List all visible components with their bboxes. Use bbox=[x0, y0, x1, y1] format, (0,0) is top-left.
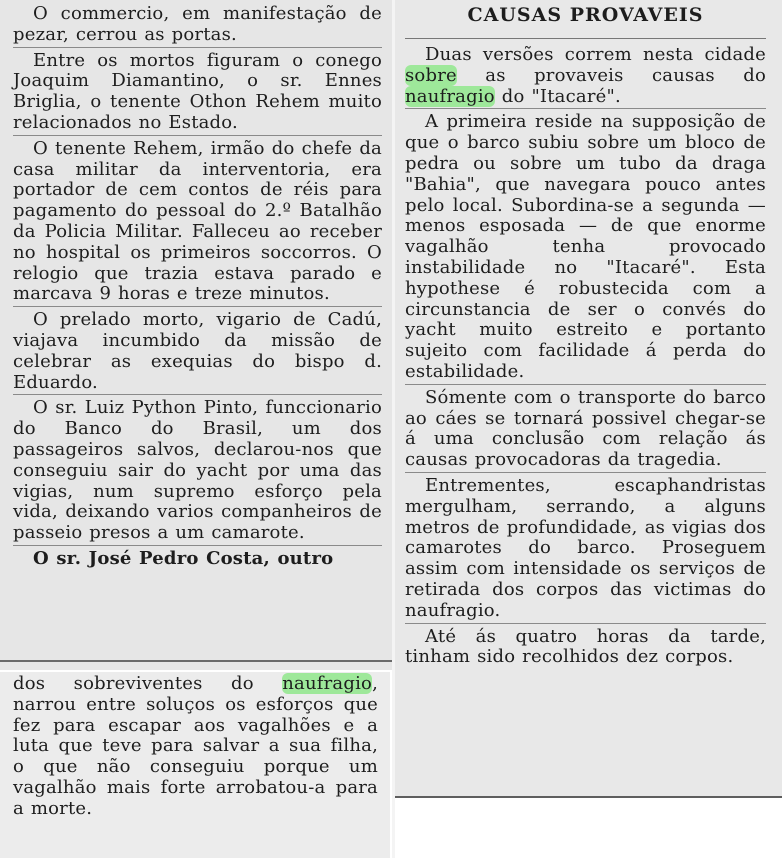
highlighted-search-term: naufragio bbox=[405, 85, 495, 107]
highlighted-search-term: naufragio bbox=[282, 673, 373, 694]
paragraph-bodies-recovered: Até ás quatro horas da tarde, tinham sido recolhidos dez corpos. bbox=[405, 625, 766, 668]
continued-text-after: , narrou entre soluços os esforços que fez para escapar aos vagalhões e a luta que teve para salvar a sua filha, o que não conseguiu porque um vagalhão mais forte arrobatou-a para a morte. bbox=[13, 673, 378, 819]
left-column-clipping bbox=[0, 0, 392, 670]
paragraph-first-hypothesis: A primeira reside na supposição de que o barco subiu sobre um bloco de pedra ou sobre um tubo da draga "Bahia", que navegara pouco antes pelo local. Subordina-se a segunda — menos esposada — de que enorme vagalhão tenha provocado instabilidade no "Itacaré". Esta hypothese é robustecida com a circunstancia de ser o convés do yacht muito estreito e portanto sujeito com facilidade á perda do estabilidade. bbox=[405, 111, 766, 382]
paragraph-divider bbox=[13, 306, 382, 307]
paragraph-divider bbox=[13, 135, 382, 136]
paragraph-divider bbox=[405, 472, 766, 473]
clipping-edge bbox=[0, 660, 392, 662]
right-column-clipping bbox=[395, 0, 782, 798]
paragraph-jose-pedro-start: O sr. José Pedro Costa, outro bbox=[33, 547, 334, 569]
paragraph-divers: Entrementes, escaphandristas mergulham, serrando, a alguns metros de profundidade, as vigias dos camarotes do barco. Proseguem assim com intensidade os serviços de retirada dos corpos das victimas do naufragio. bbox=[405, 474, 766, 621]
versions-text-3: do "Itacaré". bbox=[494, 85, 621, 107]
paragraph-transport: Sómente com o transporte do barco ao cáes se tornará possivel chegar-se á uma conclusão com relação ás causas provocadoras da tragedia. bbox=[405, 386, 766, 471]
continued-text-before: dos sobreviventes do bbox=[13, 673, 283, 694]
versions-text-2: as provaveis causas do bbox=[456, 64, 766, 86]
highlighted-search-term: sobre bbox=[405, 64, 457, 86]
paragraph-commerce: O commercio, em manifestação de pezar, cerrou as portas. bbox=[13, 3, 382, 45]
paragraph-versions bbox=[405, 45, 766, 107]
paragraph-dead-list: Entre os mortos figuram o conego Joaquim Diamantino, o sr. Ennes Briglia, o tenente Othon Rehem muito relacionados no Estado. bbox=[13, 49, 382, 133]
paragraph-luiz-python: O sr. Luiz Python Pinto, funccionario do Banco do Brasil, um dos passageiros salvos, declarou-nos que conseguiu sair do yacht por uma das vigias, num supremo esforço pela vida, deixando varios companheiros de passeio presos a um camarote. bbox=[13, 397, 382, 544]
paragraph-divider bbox=[405, 623, 766, 624]
section-heading: CAUSAS PROVAVEIS bbox=[467, 4, 704, 26]
heading-rule bbox=[405, 38, 766, 39]
paragraph-prelado: O prelado morto, vigario de Cadú, viajava incumbido da missão de celebrar as exequias do bispo d. Eduardo. bbox=[13, 309, 382, 393]
paragraph-divider bbox=[405, 108, 766, 109]
clipping-edge bbox=[395, 796, 782, 798]
paragraph-divider bbox=[13, 47, 382, 48]
paragraph-jose-pedro-continued bbox=[13, 674, 378, 820]
paragraph-divider bbox=[405, 384, 766, 385]
paragraph-divider bbox=[13, 545, 382, 546]
paragraph-tenente-rehem: O tenente Rehem, irmão do chefe da casa militar da interventoria, era portador de cem contos de réis para pagamento do pessoal do 2.º Batalhão da Policia Militar. Falleceu ao receber no hospital os primeiros soccorros. O relogio que trazia estava parado e marcava 9 horas e treze minutos. bbox=[13, 137, 382, 305]
paragraph-divider bbox=[13, 394, 382, 395]
versions-text-1: Duas versões correm nesta cidade bbox=[425, 44, 766, 65]
left-column-continuation-clipping bbox=[0, 672, 390, 858]
